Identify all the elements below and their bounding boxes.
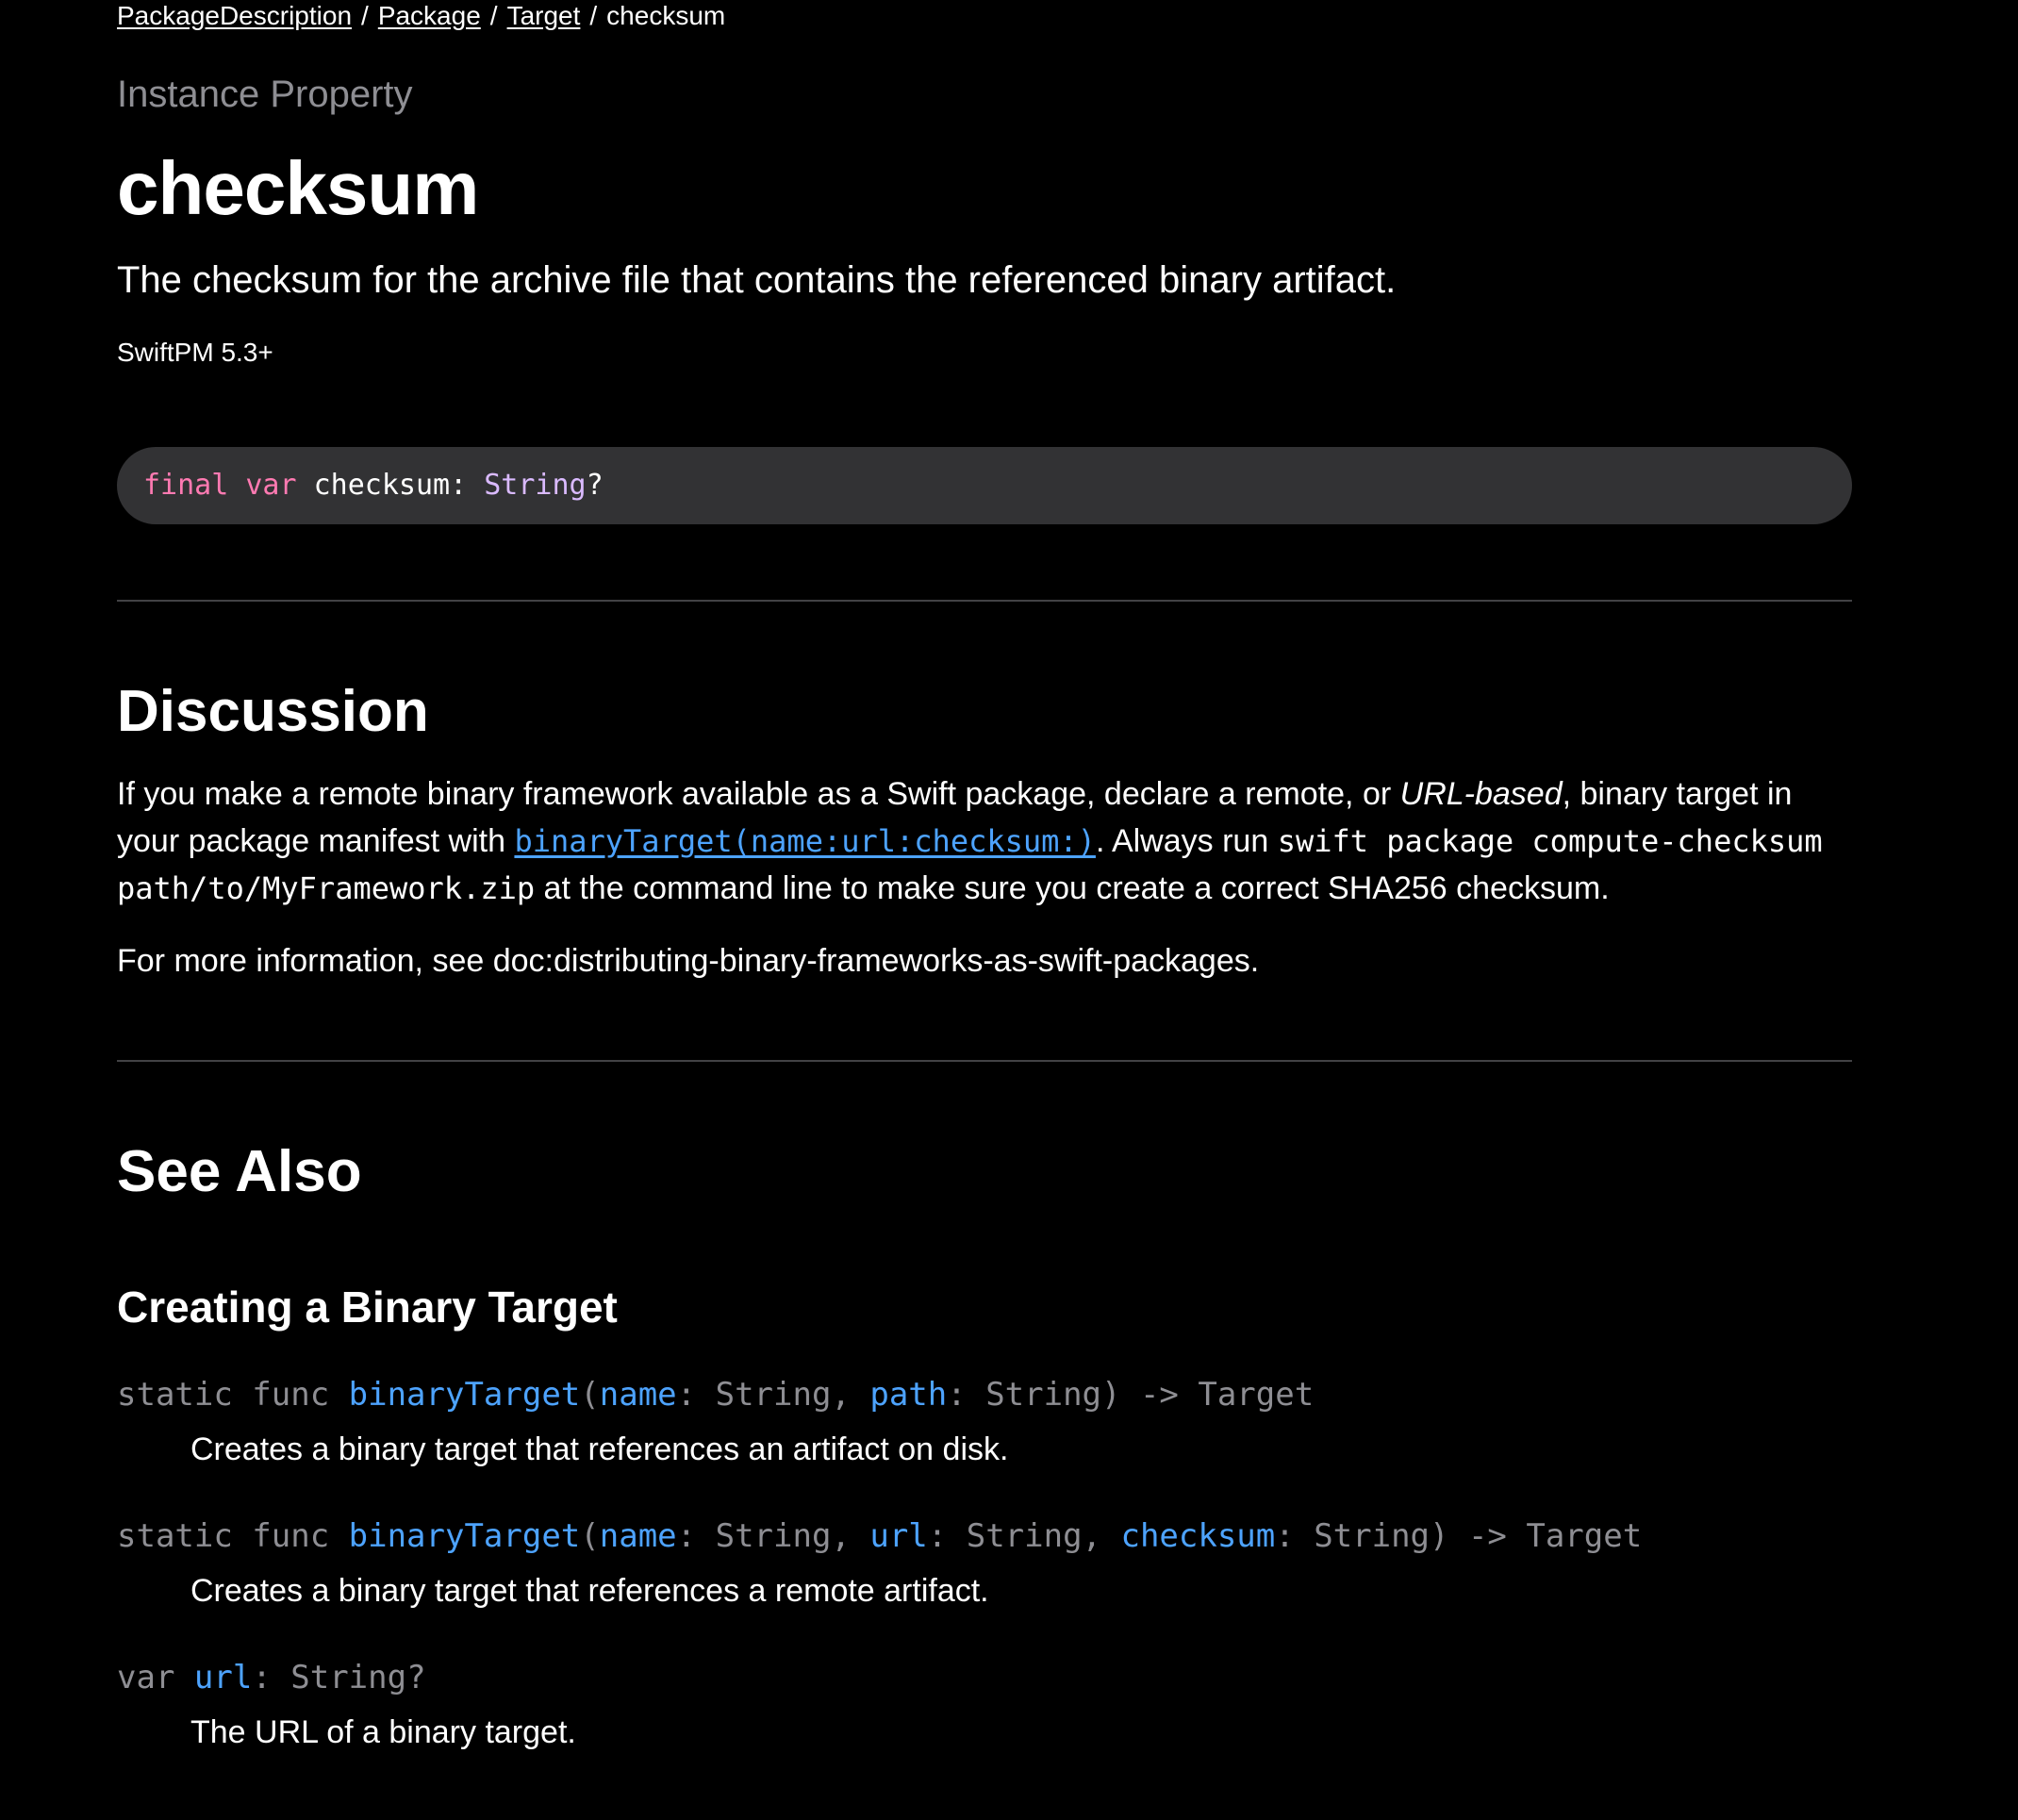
breadcrumb-separator: / <box>361 1 369 30</box>
page-title: checksum <box>117 146 479 230</box>
declaration-optional: ? <box>586 469 604 502</box>
discussion-text: . Always run <box>1095 823 1278 859</box>
declaration-code-block <box>117 447 1852 524</box>
topic-param-type: : String) -> Target <box>1275 1517 1643 1555</box>
topic-punct: ( <box>580 1376 600 1414</box>
topic-punct: ( <box>580 1517 600 1555</box>
topic-param-type: : String, <box>676 1517 870 1555</box>
page-abstract: The checksum for the archive file that contains the referenced binary artifact. <box>117 259 1397 301</box>
discussion-emphasis: URL-based <box>1399 776 1563 812</box>
topic-param-label: name <box>599 1517 677 1555</box>
topic-param-type: : String? <box>252 1659 426 1696</box>
binary-target-url-link[interactable]: binaryTarget(name:url:checksum:) <box>514 823 1096 859</box>
topic-declaration-link[interactable] <box>117 1657 1852 1698</box>
discussion-text: at the command line to make sure you create a correct SHA256 checksum. <box>535 870 1610 906</box>
breadcrumb-current: checksum <box>606 1 726 30</box>
topic-declaration-link[interactable] <box>117 1515 1852 1557</box>
availability-badge: SwiftPM 5.3+ <box>117 338 273 367</box>
breadcrumb-separator: / <box>489 1 498 30</box>
declaration-keyword-final: final <box>143 469 229 502</box>
topic-param-label: name <box>599 1376 677 1414</box>
compute-checksum-command: swift package compute-checksum path/to/MyFramework.zip <box>117 823 1823 906</box>
section-divider <box>117 1060 1852 1062</box>
topic-declaration-link[interactable] <box>117 1374 1852 1415</box>
declaration-name: checksum <box>313 469 451 502</box>
topic-param-type: : String, <box>927 1517 1121 1555</box>
breadcrumb-link-packagedescription[interactable]: PackageDescription <box>117 1 353 30</box>
breadcrumb-separator: / <box>589 1 598 30</box>
discussion-text: , binary target in your package manifest with <box>117 776 1793 859</box>
discussion-text: If you make a remote binary framework available as a Swift package, declare a remote, or <box>117 776 1400 812</box>
breadcrumb-link-package[interactable]: Package <box>377 1 481 30</box>
topic-name: binaryTarget <box>348 1517 581 1555</box>
declaration-colon: : <box>450 469 468 502</box>
see-also-heading: See Also <box>117 1139 362 1204</box>
section-divider <box>117 600 1852 602</box>
topic-param-label: checksum <box>1120 1517 1276 1555</box>
topic-group-title: Creating a Binary Target <box>117 1282 618 1332</box>
topic-keyword: static func <box>117 1517 349 1555</box>
topic-param-type: : String, <box>676 1376 870 1414</box>
topic-item-binary-target-path <box>117 1374 1852 1471</box>
discussion-heading: Discussion <box>117 679 429 744</box>
declaration-keyword-var: var <box>245 469 297 502</box>
topic-item-binary-target-url <box>117 1515 1852 1613</box>
breadcrumb <box>117 0 725 32</box>
topic-abstract: Creates a binary target that references an artifact on disk. <box>190 1431 1009 1467</box>
discussion-paragraph <box>117 770 1852 912</box>
topic-param-label: url <box>869 1517 928 1555</box>
page-eyebrow: Instance Property <box>117 74 413 115</box>
breadcrumb-link-target[interactable]: Target <box>506 1 581 30</box>
topic-abstract: Creates a binary target that references a remote artifact. <box>190 1573 989 1609</box>
topic-keyword: var <box>117 1659 194 1696</box>
topic-param-type: : String) -> Target <box>947 1376 1315 1414</box>
topic-param-label: path <box>869 1376 948 1414</box>
topic-abstract: The URL of a binary target. <box>190 1714 576 1750</box>
topic-name: binaryTarget <box>348 1376 581 1414</box>
discussion-more-info: For more information, see doc:distributing-binary-frameworks-as-swift-packages. <box>117 943 1260 979</box>
topic-name: url <box>193 1659 253 1696</box>
declaration-type: String <box>484 469 587 502</box>
topic-keyword: static func <box>117 1376 349 1414</box>
topic-item-url <box>117 1657 1852 1754</box>
